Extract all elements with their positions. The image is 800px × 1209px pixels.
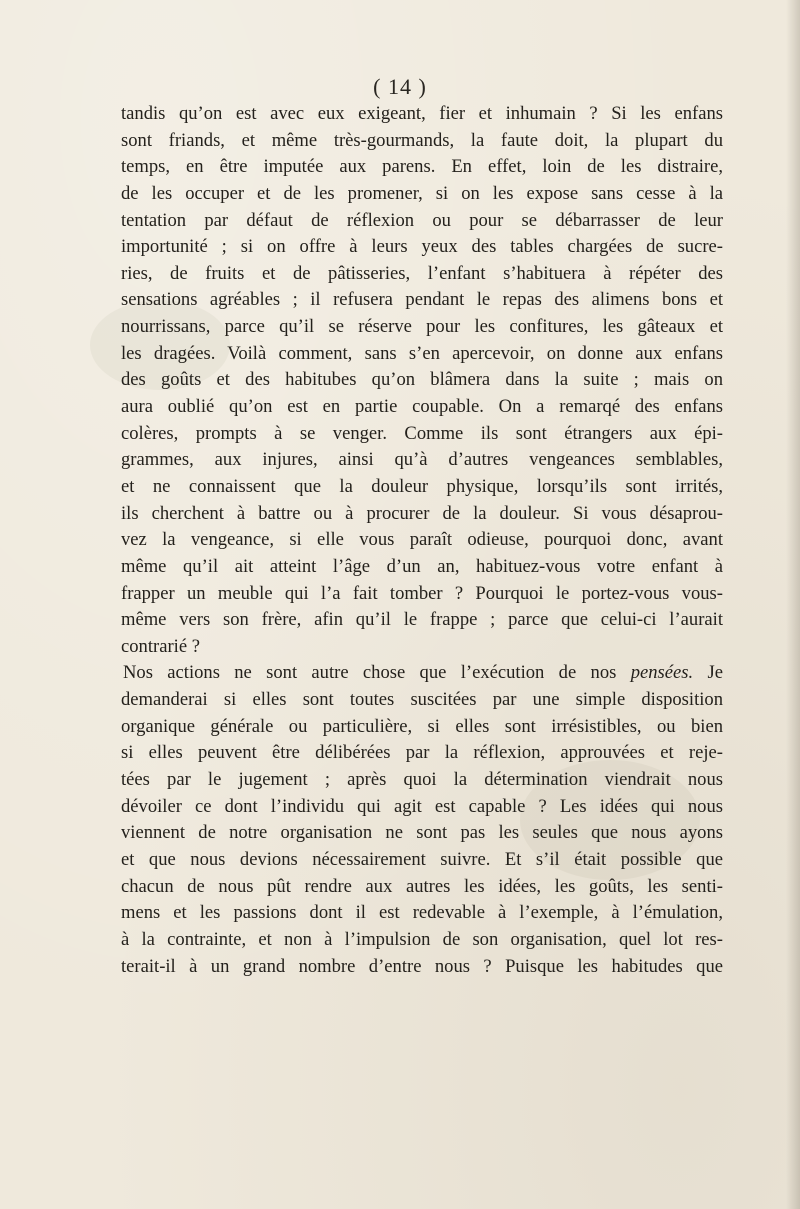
text-line: tandis qu’on est avec eux exigeant, fier et inhumain ? Si les enfans (121, 103, 723, 124)
body-text (121, 101, 723, 980)
text-line: et ne connaissent que la douleur physique, lorsqu’ils sont irrités, (121, 475, 723, 497)
paragraph-1 (121, 101, 723, 660)
paragraph-2 (121, 660, 723, 980)
text-line: et que nous devions nécessairement suivre. Et s’il était possible que (121, 848, 723, 870)
text-line: sont friands, et même très-gourmands, la faute doit, la plupart du (121, 129, 723, 151)
text-line: chacun de nous pût rendre aux autres les idées, les goûts, les senti- (121, 875, 723, 897)
text-line: les dragées. Voilà comment, sans s’en apercevoir, on donne aux enfans (121, 342, 723, 364)
text-line: grammes, aux injures, ainsi qu’à d’autres vengeances semblables, (121, 449, 723, 471)
text-line: contrarié ? (121, 635, 200, 657)
text-line: même qu’il ait atteint l’âge d’un an, habituez-vous votre enfant à (121, 555, 723, 577)
text-line: même vers son frère, afin qu’il le frappe ; parce que celui-ci l’aurait (121, 609, 723, 631)
text-line: des goûts et des habitubes qu’on blâmera dans la suite ; mais on (121, 369, 723, 391)
emphasized-word: pensées. (630, 662, 694, 684)
text-line: à la contrainte, et non à l’impulsion de son organisation, quel lot res- (121, 928, 723, 950)
text-line: nourrissans, parce qu’il se réserve pour les confitures, les gâteaux et (121, 316, 723, 338)
text-line: tentation par défaut de réflexion ou pour se débarrasser de leur (121, 209, 723, 231)
page-edge-shadow (786, 0, 800, 1209)
text-line: temps, en être imputée aux parens. En effet, loin de les distraire, (121, 156, 723, 178)
text-line: vez la vengeance, si elle vous paraît odieuse, pourquoi donc, avant (121, 529, 723, 551)
text-line: demanderai si elles sont toutes suscitées par une simple disposition (121, 689, 723, 711)
text-line: mens et les passions dont il est redevable à l’exemple, à l’émulation, (121, 902, 723, 924)
text-line: tées par le jugement ; après quoi la détermination viendrait nous (121, 769, 723, 791)
text-line: ries, de fruits et de pâtisseries, l’enfant s’habituera à répéter des (121, 262, 723, 284)
text-line: frapper un meuble qui l’a fait tomber ? Pourquoi le portez-vous vous- (121, 582, 723, 604)
text-line: organique générale ou particulière, si elles sont irrésistibles, ou bien (121, 715, 723, 737)
text-line: importunité ; si on offre à leurs yeux des tables chargées de sucre- (121, 236, 723, 258)
text-line: sensations agréables ; il refusera pendant le repas des alimens bons et (121, 289, 723, 311)
text-line: colères, prompts à se venger. Comme ils sont étrangers aux épi- (121, 422, 723, 444)
text-line: de les occuper et de les promener, si on les expose sans cesse à la (121, 182, 723, 204)
text-line: dévoiler ce dont l’individu qui agit est capable ? Les idées qui nous (121, 795, 723, 817)
text-line: ils cherchent à battre ou à procurer de la douleur. Si vous désaprou- (121, 502, 723, 524)
text-segment: Nos actions ne sont autre chose que l’exécution de nos (123, 662, 617, 684)
text-segment: Je (707, 662, 723, 684)
text-line: aura oublié qu’on est en partie coupable. On a remarqé des enfans (121, 396, 723, 418)
text-line: terait-il à un grand nombre d’entre nous ? Puisque les habitudes que (121, 955, 723, 977)
text-line: si elles peuvent être délibérées par la réflexion, approuvées et reje- (121, 742, 723, 764)
text-line (121, 660, 723, 687)
text-line: viennent de notre organisation ne sont pas les seules que nous ayons (121, 822, 723, 844)
page-number: ( 14 ) (373, 74, 427, 99)
